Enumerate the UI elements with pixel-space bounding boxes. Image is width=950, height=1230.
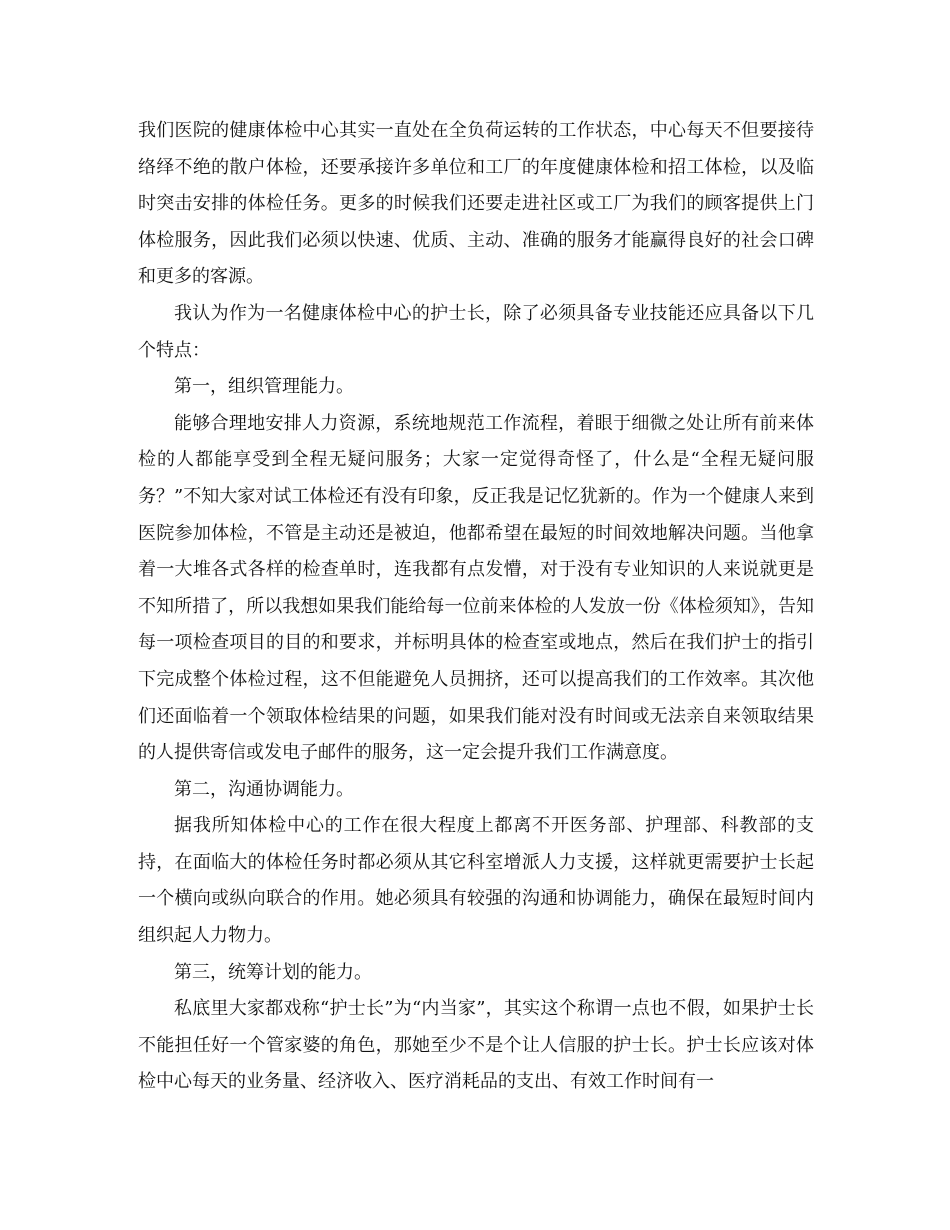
paragraph-point-one: 能够合理地安排人力资源，系统地规范工作流程，着眼于细微之处让所有前来体检的人都能享受到全程无疑问服务；大家一定觉得奇怪了，什么是“全程无疑问服务？”不知大家对试工体检还有没有印象，反正我是记忆犹新的。作为一个健康人来到医院参加体检，不管是主动还是被迫，他都希望在最短的时间效地解决问题。当他拿着一大堆各式各样的检查单时，连我都有点发懵，对于没有专业知识的人来说就更是不知所措了，所以我想如果我们能给每一位前来体检的人发放一份《体检须知》，告知每一项检查项目的目的和要求，并标明具体的检查室或地点，然后在我们护士的指引下完成整个体检过程，这不但能避免人员拥挤，还可以提高我们的工作效率。其次他们还面临着一个领取体检结果的问题，如果我们能对没有时间或无法亲自来领取结果的人提供寄信或发电子邮件的服务，这一定会提升我们工作满意度。	[138, 412, 814, 764]
paragraph-characteristics-intro: 我认为作为一名健康体检中心的护士长，除了必须具备专业技能还应具备以下几个特点：	[138, 302, 814, 361]
heading-point-one: 第一，组织管理能力。	[174, 376, 354, 398]
paragraph-point-three: 私底里大家都戏称“护士长”为“内当家”，其实这个称谓一点也不假，如果护士长不能担任好一个管家婆的角色，那她至少不是个让人信服的护士长。护士长应该对体检中心每天的业务量、经济收入、医疗消耗品的支出、有效工作时间有一	[138, 998, 814, 1093]
heading-point-two: 第二，沟通协调能力。	[174, 778, 354, 800]
paragraph-intro: 我们医院的健康体检中心其实一直处在全负荷运转的工作状态，中心每天不但要接待络绎不绝的散户体检，还要承接许多单位和工厂的年度健康体检和招工体检，以及临时突击安排的体检任务。更多的时候我们还要走进社区或工厂为我们的顾客提供上门体检服务，因此我们必须以快速、优质、主动、准确的服务才能赢得良好的社会口碑和更多的客源。	[138, 120, 814, 288]
heading-point-three: 第三，统筹计划的能力。	[174, 961, 372, 983]
paragraph-point-two: 据我所知体检中心的工作在很大程度上都离不开医务部、护理部、科教部的支持，在面临大的体检任务时都必须从其它科室增派人力支援，这样就更需要护士长起一个横向或纵向联合的作用。她必须具有较强的沟通和协调能力，确保在最短时间内组织起人力物力。	[138, 815, 814, 947]
document-body	[138, 113, 814, 1101]
